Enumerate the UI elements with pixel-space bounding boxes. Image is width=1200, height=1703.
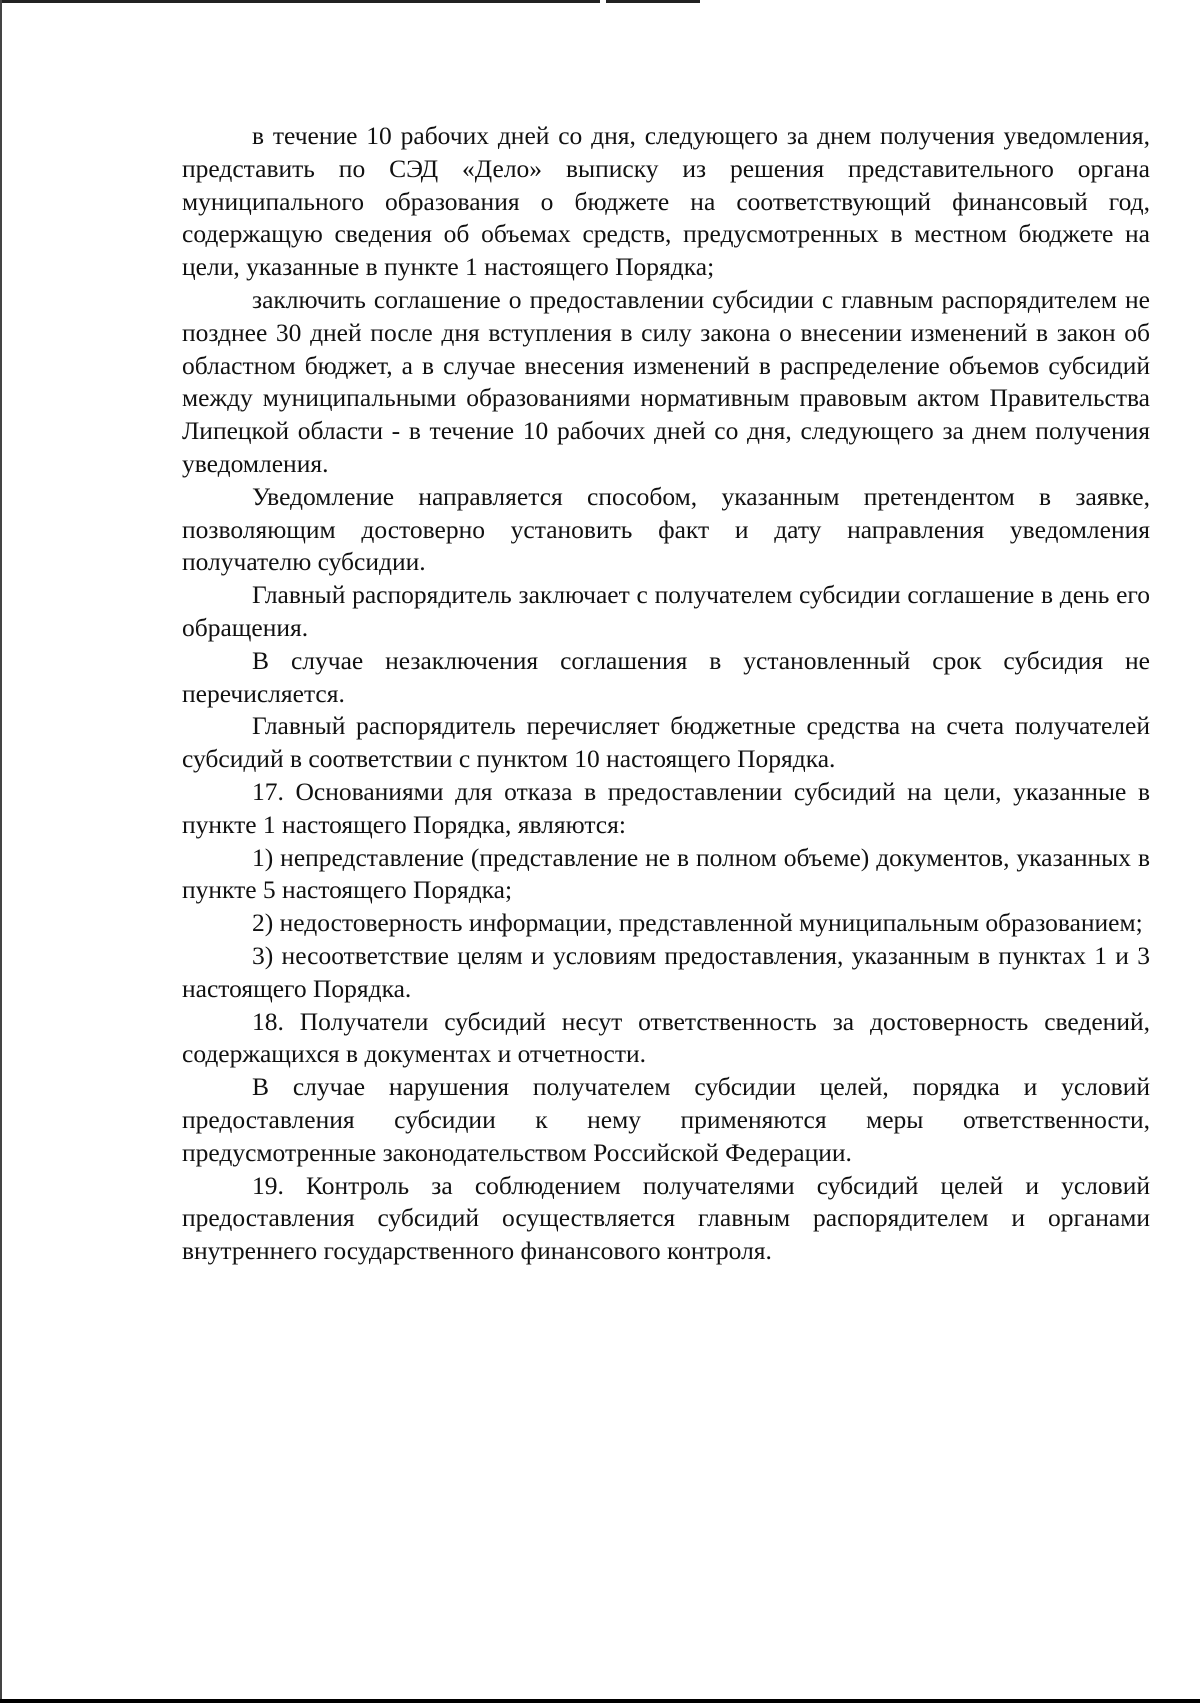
scan-border-left (0, 0, 2, 1703)
paragraph-no-agreement: В случае незаключения соглашения в установленный срок субсидия не перечисляется. (182, 645, 1150, 708)
paragraph-17-item-3: 3) несоответствие целям и условиям предоставления, указанным в пунктах 1 и 3 настоящего Порядка. (182, 940, 1150, 1003)
paragraph-submit-extract: в течение 10 рабочих дней со дня, следующего за днем получения уведомления, представить по СЭД «Дело» выписку из решения представительного органа муниципального образования о бюджете на соответствующий финансовый год, содержащую сведения об объемах средств, предусмотренных в местном бюджете на цели, указанные в пункте 1 настоящего Порядка; (182, 121, 1150, 282)
scan-border-top-segment (606, 0, 700, 3)
paragraph-transfer-funds: Главный распорядитель перечисляет бюджетные средства на счета получателей субсидий в соответствии с пунктом 10 настоящего Порядка. (182, 711, 1150, 774)
paragraph-violation-measures: В случае нарушения получателем субсидии целей, порядка и условий предоставления субсидии к нему применяются меры ответственности, предусмотренные законодательством Российской Федерации. (182, 1072, 1150, 1167)
scan-border-bottom (0, 1699, 1200, 1703)
paragraph-agreement-day: Главный распорядитель заключает с получателем субсидии соглашение в день его обращения. (182, 580, 1150, 642)
paragraph-17-item-2: 2) недостоверность информации, представленной муниципальным образованием; (252, 908, 1143, 938)
paragraph-17-item-1: 1) непредставление (представление не в полном объеме) документов, указанных в пункте 5 настоящего Порядка; (182, 842, 1150, 905)
paragraph-17-refusal-grounds: 17. Основаниями для отказа в предоставлении субсидий на цели, указанные в пункте 1 настоящего Порядка, являются: (182, 776, 1150, 839)
document-page (182, 120, 1150, 1268)
paragraph-conclude-agreement: заключить соглашение о предоставлении субсидии с главным распорядителем не позднее 30 дней после дня вступления в силу закона о внесении изменений в закон об областном бюджет, а в случае внесения изменений в распределение объемов субсидий между муниципальными образованиями нормативным правовым актом Правительства Липецкой области - в течение 10 рабочих дней со дня, следующего за днем получения уведомления. (182, 284, 1150, 478)
scan-border-top (0, 0, 600, 3)
paragraph-notification-method: Уведомление направляется способом, указанным претендентом в заявке, позволяющим достоверно установить факт и дату направления уведомления получателю субсидии. (182, 481, 1150, 577)
paragraph-18-responsibility: 18. Получатели субсидий несут ответственность за достоверность сведений, содержащихся в документах и отчетности. (182, 1006, 1150, 1069)
paragraph-19-control: 19. Контроль за соблюдением получателями субсидий целей и условий предоставления субсидий осуществляется главным распорядителем и органами внутреннего государственного финансового контроля. (182, 1170, 1150, 1266)
